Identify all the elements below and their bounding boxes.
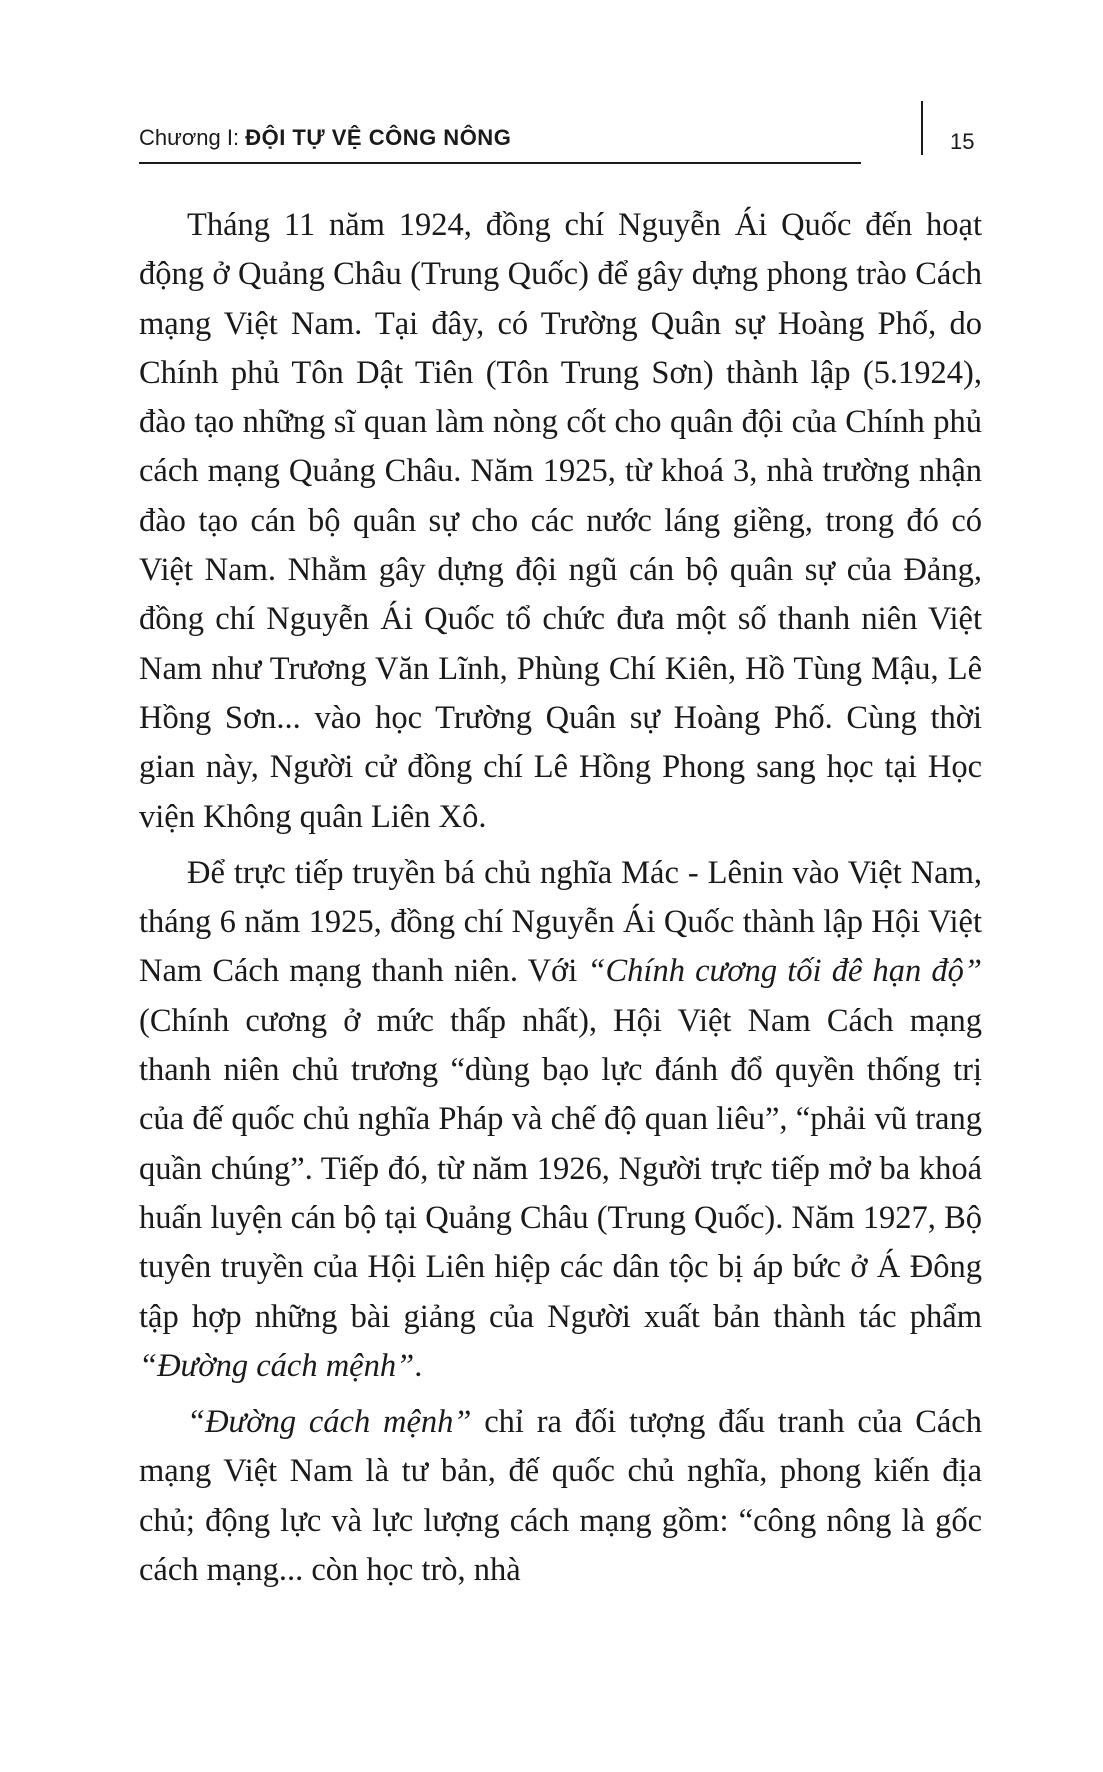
chapter-label: Chương I: xyxy=(139,125,246,150)
paragraph-2-part-1: Để trực tiếp truyền bá chủ nghĩa Mác - Lênin vào Việt Nam, tháng 6 năm 1925, đồng chí Nguyễn Ái Quốc thành lập Hội Việt Nam Cách mạng thanh niên. Với xyxy=(139,854,982,990)
quote-duong-cach-menh: “Đường cách mệnh” xyxy=(139,1347,415,1384)
paragraph-3-text: chỉ ra đối tượng đấu tranh của Cách mạng Việt Nam là tư bản, đế quốc chủ nghĩa, phong kiến địa chủ; động lực và lực lượng cách mạng gồm: “công nông là gốc cách mạng... còn học trò, nhà xyxy=(139,1404,982,1589)
body-text xyxy=(139,201,982,1595)
paragraph-2-part-3: . xyxy=(414,1347,423,1384)
running-header xyxy=(139,124,861,164)
paragraph-2 xyxy=(139,849,982,1391)
paragraph-2-part-2: (Chính cương ở mức thấp nhất), Hội Việt Nam Cách mạng thanh niên chủ trương “dùng bạo lực đánh đổ quyền thống trị của đế quốc chủ nghĩa Pháp và chế độ quan liêu”, “phải vũ trang quần chúng”. Tiếp đó, từ năm 1926, Người trực tiếp mở ba khoá huấn luyện cán bộ tại Quảng Châu (Trung Quốc). Năm 1927, Bộ tuyên truyền của Hội Liên hiệp các dân tộc bị áp bức ở Á Đông tập hợp những bài giảng của Người xuất bản thành tác phẩm xyxy=(139,1002,982,1335)
quote-chinh-cuong: “Chính cương tối đê hạn độ” xyxy=(587,953,982,990)
paragraph-1-text: Tháng 11 năm 1924, đồng chí Nguyễn Ái Quốc đến hoạt động ở Quảng Châu (Trung Quốc) để gây dựng phong trào Cách mạng Việt Nam. Tại đây, có Trường Quân sự Hoàng Phố, do Chính phủ Tôn Dật Tiên (Tôn Trung Sơn) thành lập (5.1924), đào tạo những sĩ quan làm nòng cốt cho quân đội của Chính phủ cách mạng Quảng Châu. Năm 1925, từ khoá 3, nhà trường nhận đào tạo cán bộ quân sự cho các nước láng giềng, trong đó có Việt Nam. Nhằm gây dựng đội ngũ cán bộ quân sự của Đảng, đồng chí Nguyễn Ái Quốc tổ chức đưa một số thanh niên Việt Nam như Trương Văn Lĩnh, Phùng Chí Kiên, Hồ Tùng Mậu, Lê Hồng Sơn... vào học Trường Quân sự Hoàng Phố. Cùng thời gian này, Người cử đồng chí Lê Hồng Phong sang học tại Học viện Không quân Liên Xô. xyxy=(139,207,982,835)
paragraph-3 xyxy=(139,1398,982,1595)
page-number: 15 xyxy=(950,129,975,154)
chapter-title: ĐỘI TỰ VỆ CÔNG NÔNG xyxy=(245,125,512,150)
paragraph-1 xyxy=(139,201,982,842)
quote-duong-cach-menh-lead: “Đường cách mệnh” xyxy=(187,1404,472,1441)
page-number-divider xyxy=(921,101,923,155)
header-rule xyxy=(139,162,861,164)
